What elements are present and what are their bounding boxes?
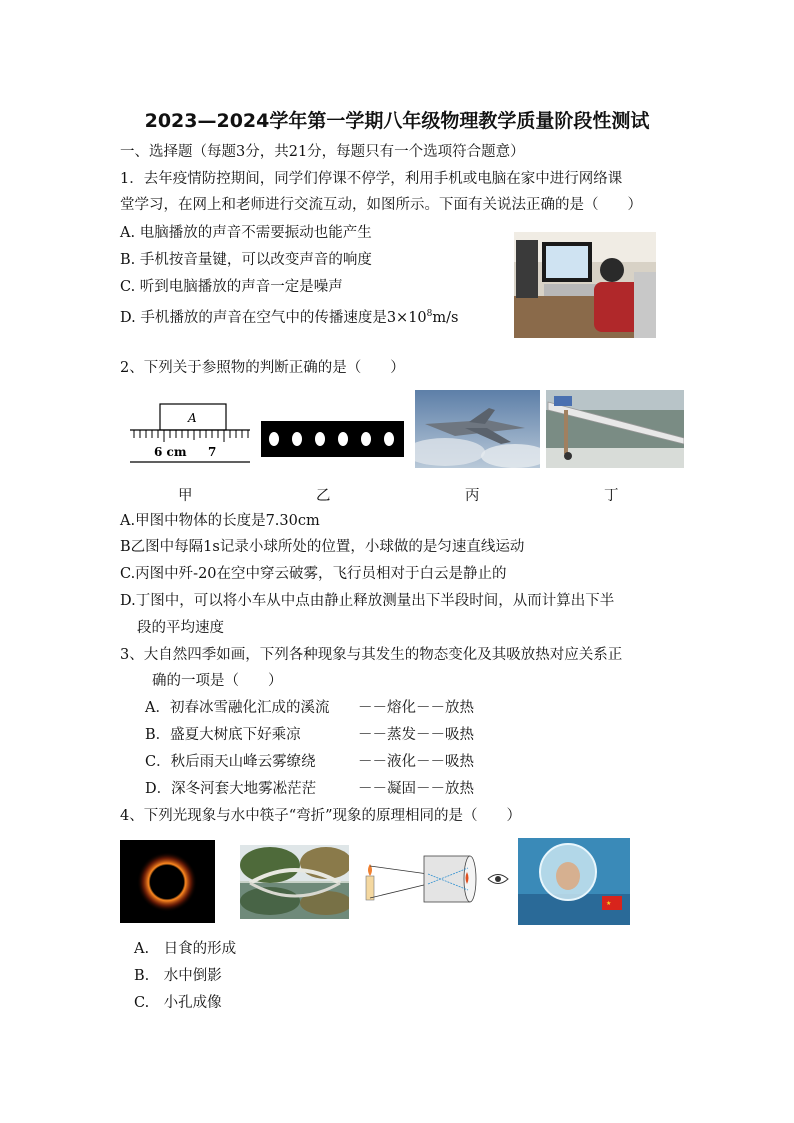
q1-stem-line1: 1．去年疫情防控期间，同学们停课不停学，利用手机或电脑在家中进行网络课 — [120, 171, 623, 187]
q4-stem: 4、下列光现象与水中筷子“弯折”现象的原理相同的是（ ） — [120, 808, 522, 824]
solar-eclipse-photo — [120, 840, 215, 923]
pinhole-camera-diagram — [362, 852, 518, 906]
q1-option-a: A. 电脑播放的声音不需要振动也能产生 — [120, 225, 372, 241]
q2-option-d-line2: 段的平均速度 — [137, 620, 224, 636]
q3-option-a-answer: －－熔化－－放热 — [358, 700, 474, 716]
svg-text:★: ★ — [606, 900, 612, 907]
q4-option-b: B. 水中倒影 — [134, 968, 222, 984]
ball-strobe-figure — [261, 421, 404, 457]
q1-stem-line2: 堂学习，在网上和老师进行交流互动，如图所示。下面有关说法正确的是（ ） — [120, 197, 642, 213]
q3-option-d-answer: －－凝固－－放热 — [358, 781, 474, 797]
q3-option-b-answer: －－蒸发－－吸热 — [358, 727, 474, 743]
caption-jia: 甲 — [178, 488, 193, 504]
ruler-block-label: A — [188, 411, 197, 425]
q1-option-b: B. 手机按音量键，可以改变声音的响度 — [120, 252, 372, 268]
q1-option-c: C. 听到电脑播放的声音一定是噪声 — [120, 279, 343, 295]
q3-option-a: A．初春冰雪融化汇成的溪流 — [145, 700, 330, 716]
q2-option-a: A.甲图中物体的长度是7.30cm — [120, 513, 320, 529]
q2-option-b: B乙图中每隔1s记录小球所处的位置，小球做的是匀速直线运动 — [120, 539, 525, 555]
ruler-label-6cm: 6 cm — [154, 445, 187, 459]
ruler-figure — [128, 402, 252, 464]
bridge-reflection-photo — [240, 845, 349, 919]
online-class-photo — [514, 232, 656, 338]
page-title: 2023—2024学年第一学期八年级物理教学质量阶段性测试 — [144, 110, 650, 132]
q4-option-a: A. 日食的形成 — [134, 941, 237, 957]
q3-option-d: D．深冬河套大地雾凇茫茫 — [145, 781, 317, 797]
q3-option-c-answer: －－液化－－吸热 — [358, 754, 474, 770]
q2-option-c: C.丙图中歼-20在空中穿云破雾，飞行员相对于白云是静止的 — [120, 566, 507, 582]
caption-bing: 丙 — [465, 488, 480, 504]
q3-stem-line2: 确的一项是（ ） — [152, 673, 283, 689]
ruler-label-7: 7 — [208, 445, 217, 459]
fighter-jet-photo — [415, 390, 540, 468]
q3-option-b: B．盛夏大树底下好乘凉 — [145, 727, 301, 743]
q2-option-d-line1: D.丁图中，可以将小车从中点由静止释放测量出下半段时间，从而计算出下半 — [120, 593, 615, 609]
q2-stem: 2、下列关于参照物的判断正确的是（ ） — [120, 360, 405, 376]
caption-yi: 乙 — [316, 488, 331, 504]
incline-cart-photo — [546, 390, 684, 468]
section-heading: 一、选择题（每题3分，共21分，每题只有一个选项符合题意） — [120, 144, 525, 160]
q1-option-d: D. 手机播放的声音在空气中的传播速度是$3\times 10^8m/s$ — [120, 309, 459, 326]
q3-stem-line1: 3、大自然四季如画，下列各种现象与其发生的物态变化及其吸放热对应关系正 — [120, 647, 623, 663]
q3-option-c: C．秋后雨天山峰云雾缭绕 — [145, 754, 316, 770]
caption-ding: 丁 — [604, 488, 619, 504]
water-ball-photo — [518, 838, 630, 925]
q4-option-c: C. 小孔成像 — [134, 995, 222, 1011]
